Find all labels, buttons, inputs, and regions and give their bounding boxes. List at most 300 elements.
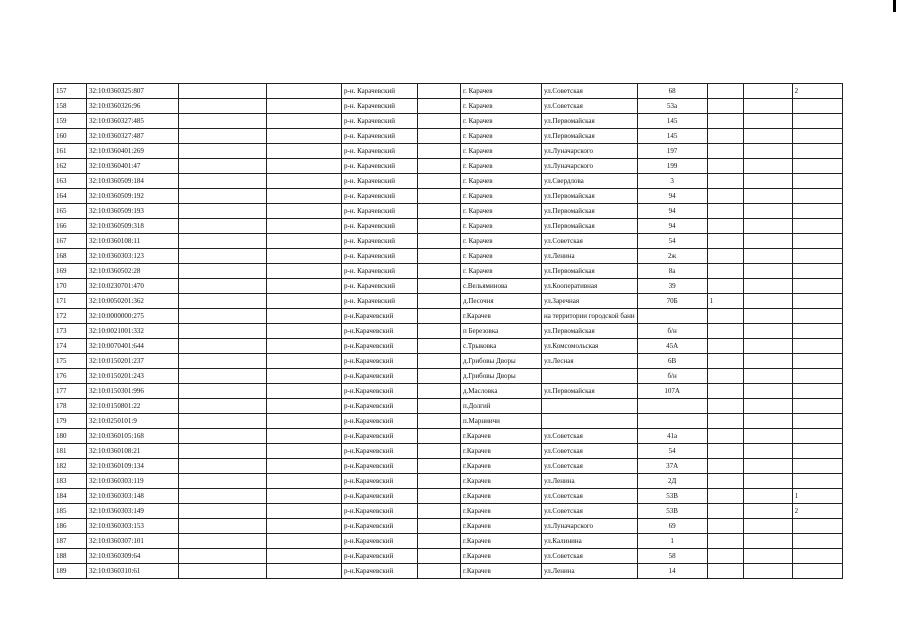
cell-empty-col-3 xyxy=(179,279,267,294)
cell-extra-2 xyxy=(743,489,792,504)
cell-extra-2 xyxy=(743,564,792,579)
cell-empty-col-3 xyxy=(179,294,267,309)
cell-empty-col-6 xyxy=(418,219,461,234)
cell-empty-col-6 xyxy=(418,534,461,549)
cell-extra-3 xyxy=(792,339,842,354)
cell-row-number: 159 xyxy=(54,114,87,129)
cell-empty-col-3 xyxy=(179,159,267,174)
table-row xyxy=(54,369,843,384)
table-row xyxy=(54,129,843,144)
cell-empty-col-6 xyxy=(418,444,461,459)
cell-cadastral-number: 32:10:0360303:149 xyxy=(87,504,179,519)
cell-extra-2 xyxy=(743,519,792,534)
cell-district: р-н. Карачевский xyxy=(342,294,418,309)
table-row xyxy=(54,84,843,99)
cell-street: ул.Первомайская xyxy=(542,324,638,339)
cell-locality: г. Карачев xyxy=(461,129,542,144)
cell-extra-2 xyxy=(743,309,792,324)
cell-empty-col-4 xyxy=(267,354,342,369)
cell-extra-2 xyxy=(743,174,792,189)
cell-empty-col-6 xyxy=(418,84,461,99)
cell-house-number: 2ж xyxy=(637,249,707,264)
cell-row-number: 183 xyxy=(54,474,87,489)
cell-locality: д.Грибовы Дворы xyxy=(461,354,542,369)
cell-locality: г.Карачев xyxy=(461,309,542,324)
cell-street: ул.Советская xyxy=(542,234,638,249)
cell-house-number: 94 xyxy=(637,204,707,219)
table-row xyxy=(54,144,843,159)
cell-extra-2 xyxy=(743,414,792,429)
cell-empty-col-3 xyxy=(179,129,267,144)
cell-locality: п.Марниичи xyxy=(461,414,542,429)
cell-extra-3 xyxy=(792,174,842,189)
cell-house-number: 197 xyxy=(637,144,707,159)
cell-district: р-н.Карачевский xyxy=(342,459,418,474)
cell-locality: г. Карачев xyxy=(461,189,542,204)
cell-empty-col-6 xyxy=(418,129,461,144)
cell-locality: г.Карачев xyxy=(461,474,542,489)
cell-extra-1 xyxy=(707,189,743,204)
cell-house-number: 53а xyxy=(637,99,707,114)
cell-extra-1 xyxy=(707,444,743,459)
cell-extra-3 xyxy=(792,204,842,219)
table-row xyxy=(54,294,843,309)
cell-cadastral-number: 32:10:0150301:996 xyxy=(87,384,179,399)
cell-street: ул.Ленина xyxy=(542,564,638,579)
cell-locality: д.Грибовы Дворы xyxy=(461,369,542,384)
cell-empty-col-6 xyxy=(418,474,461,489)
cell-cadastral-number: 32:10:0250101:9 xyxy=(87,414,179,429)
cell-street: ул.Луначарского xyxy=(542,159,638,174)
cell-district: р-н.Карачевский xyxy=(342,564,418,579)
cell-empty-col-6 xyxy=(418,189,461,204)
cell-empty-col-3 xyxy=(179,414,267,429)
cell-empty-col-3 xyxy=(179,249,267,264)
cell-extra-3 xyxy=(792,519,842,534)
table-row xyxy=(54,489,843,504)
cell-locality: г. Карачев xyxy=(461,99,542,114)
cell-extra-2 xyxy=(743,219,792,234)
cell-empty-col-6 xyxy=(418,249,461,264)
table-row xyxy=(54,384,843,399)
cell-extra-3 xyxy=(792,129,842,144)
cell-extra-1 xyxy=(707,369,743,384)
cell-district: р-н.Карачевский xyxy=(342,384,418,399)
cell-street xyxy=(542,414,638,429)
cell-extra-2 xyxy=(743,534,792,549)
cell-extra-3 xyxy=(792,414,842,429)
cell-extra-1 xyxy=(707,534,743,549)
table-row xyxy=(54,279,843,294)
cell-empty-col-4 xyxy=(267,489,342,504)
table-row xyxy=(54,339,843,354)
cell-extra-3 xyxy=(792,549,842,564)
cell-street: ул.Кооперативная xyxy=(542,279,638,294)
table-row xyxy=(54,504,843,519)
cell-extra-1 xyxy=(707,219,743,234)
cell-street: ул.Первомайская xyxy=(542,114,638,129)
table-row xyxy=(54,414,843,429)
cell-empty-col-6 xyxy=(418,459,461,474)
cell-locality: г.Карачев xyxy=(461,549,542,564)
table-row xyxy=(54,219,843,234)
cell-locality: с.Вельяминова xyxy=(461,279,542,294)
table-row xyxy=(54,354,843,369)
cell-row-number: 160 xyxy=(54,129,87,144)
table-row xyxy=(54,519,843,534)
cell-district: р-н. Карачевский xyxy=(342,249,418,264)
cell-district: р-н. Карачевский xyxy=(342,144,418,159)
cell-empty-col-4 xyxy=(267,399,342,414)
cell-locality: г. Карачев xyxy=(461,159,542,174)
cell-extra-2 xyxy=(743,144,792,159)
cell-empty-col-3 xyxy=(179,384,267,399)
cell-empty-col-6 xyxy=(418,504,461,519)
cell-house-number: 53В xyxy=(637,504,707,519)
cell-district: р-н. Карачевский xyxy=(342,234,418,249)
cell-row-number: 161 xyxy=(54,144,87,159)
cell-street: ул.Ленина xyxy=(542,249,638,264)
cell-district: р-н. Карачевский xyxy=(342,84,418,99)
cell-row-number: 175 xyxy=(54,354,87,369)
cell-house-number: 53В xyxy=(637,489,707,504)
cell-empty-col-4 xyxy=(267,234,342,249)
cell-row-number: 177 xyxy=(54,384,87,399)
cell-empty-col-4 xyxy=(267,309,342,324)
cell-locality: г.Карачев xyxy=(461,519,542,534)
cell-extra-1: 1 xyxy=(707,294,743,309)
cell-extra-3 xyxy=(792,354,842,369)
cell-district: р-н.Карачевский xyxy=(342,444,418,459)
cell-locality: г.Карачев xyxy=(461,489,542,504)
cell-extra-1 xyxy=(707,99,743,114)
table-row xyxy=(54,399,843,414)
cell-empty-col-3 xyxy=(179,369,267,384)
cell-extra-3 xyxy=(792,264,842,279)
cell-row-number: 184 xyxy=(54,489,87,504)
cell-cadastral-number: 32:10:0360109:134 xyxy=(87,459,179,474)
cell-locality: г. Карачев xyxy=(461,219,542,234)
cell-district: р-н. Карачевский xyxy=(342,279,418,294)
cell-house-number: 1 xyxy=(637,534,707,549)
cell-empty-col-4 xyxy=(267,279,342,294)
cell-extra-3 xyxy=(792,279,842,294)
cell-empty-col-3 xyxy=(179,204,267,219)
cell-extra-1 xyxy=(707,549,743,564)
cell-empty-col-6 xyxy=(418,549,461,564)
cell-empty-col-4 xyxy=(267,189,342,204)
cell-house-number xyxy=(637,309,707,324)
cell-cadastral-number: 32:10:0360509:193 xyxy=(87,204,179,219)
table-row xyxy=(54,444,843,459)
cell-empty-col-3 xyxy=(179,519,267,534)
cell-extra-3 xyxy=(792,249,842,264)
cell-district: р-н. Карачевский xyxy=(342,204,418,219)
cell-street: ул.Луначарского xyxy=(542,144,638,159)
cell-empty-col-4 xyxy=(267,99,342,114)
cell-empty-col-3 xyxy=(179,504,267,519)
cell-cadastral-number: 32:10:0360303:153 xyxy=(87,519,179,534)
cell-district: р-н.Карачевский xyxy=(342,429,418,444)
cell-empty-col-3 xyxy=(179,549,267,564)
cell-empty-col-4 xyxy=(267,369,342,384)
cell-street xyxy=(542,369,638,384)
cell-empty-col-6 xyxy=(418,564,461,579)
cell-cadastral-number: 32:10:0360303:123 xyxy=(87,249,179,264)
table-row xyxy=(54,534,843,549)
cell-street: ул.Калинина xyxy=(542,534,638,549)
cell-house-number: 69 xyxy=(637,519,707,534)
cell-cadastral-number: 32:10:0360502:28 xyxy=(87,264,179,279)
cell-empty-col-4 xyxy=(267,129,342,144)
cell-empty-col-3 xyxy=(179,399,267,414)
cell-empty-col-6 xyxy=(418,234,461,249)
cell-empty-col-4 xyxy=(267,534,342,549)
cell-extra-1 xyxy=(707,564,743,579)
cell-extra-2 xyxy=(743,369,792,384)
cell-district: р-н. Карачевский xyxy=(342,264,418,279)
cell-cadastral-number: 32:10:0360309:64 xyxy=(87,549,179,564)
cell-empty-col-4 xyxy=(267,429,342,444)
cell-locality: г.Карачев xyxy=(461,444,542,459)
cell-cadastral-number: 32:10:0360509:318 xyxy=(87,219,179,234)
cell-cadastral-number: 32:10:0150201:237 xyxy=(87,354,179,369)
cell-row-number: 176 xyxy=(54,369,87,384)
cell-locality: д.Масловка xyxy=(461,384,542,399)
cell-extra-3 xyxy=(792,324,842,339)
cell-extra-1 xyxy=(707,339,743,354)
cell-empty-col-3 xyxy=(179,309,267,324)
page-edge-mark xyxy=(893,0,896,12)
cell-extra-2 xyxy=(743,159,792,174)
cell-district: р-н. Карачевский xyxy=(342,174,418,189)
cell-extra-1 xyxy=(707,264,743,279)
cell-locality: г. Карачев xyxy=(461,249,542,264)
cell-cadastral-number: 32:10:0360509:192 xyxy=(87,189,179,204)
cell-cadastral-number: 32:10:0360307:101 xyxy=(87,534,179,549)
cell-extra-1 xyxy=(707,414,743,429)
cell-house-number: 145 xyxy=(637,114,707,129)
cell-extra-3: 2 xyxy=(792,504,842,519)
cell-extra-1 xyxy=(707,159,743,174)
cell-street: ул.Луначарского xyxy=(542,519,638,534)
cell-row-number: 163 xyxy=(54,174,87,189)
cell-row-number: 172 xyxy=(54,309,87,324)
cell-empty-col-3 xyxy=(179,114,267,129)
cell-street: ул.Советская xyxy=(542,459,638,474)
cell-extra-2 xyxy=(743,294,792,309)
table-row xyxy=(54,324,843,339)
cell-extra-1 xyxy=(707,309,743,324)
cell-row-number: 182 xyxy=(54,459,87,474)
cell-extra-2 xyxy=(743,474,792,489)
cell-row-number: 185 xyxy=(54,504,87,519)
cell-row-number: 157 xyxy=(54,84,87,99)
cell-empty-col-3 xyxy=(179,84,267,99)
cell-extra-1 xyxy=(707,459,743,474)
cell-empty-col-6 xyxy=(418,369,461,384)
cell-extra-1 xyxy=(707,519,743,534)
cell-extra-2 xyxy=(743,114,792,129)
cell-empty-col-3 xyxy=(179,564,267,579)
cell-cadastral-number: 32:10:0070401:644 xyxy=(87,339,179,354)
cell-extra-1 xyxy=(707,249,743,264)
cell-extra-2 xyxy=(743,504,792,519)
cell-row-number: 164 xyxy=(54,189,87,204)
cell-empty-col-6 xyxy=(418,264,461,279)
table-row xyxy=(54,429,843,444)
cell-row-number: 169 xyxy=(54,264,87,279)
cell-house-number: 45А xyxy=(637,339,707,354)
cell-extra-1 xyxy=(707,84,743,99)
cell-row-number: 167 xyxy=(54,234,87,249)
cell-cadastral-number: 32:10:0360327:485 xyxy=(87,114,179,129)
cadastral-table xyxy=(53,83,843,579)
cell-extra-1 xyxy=(707,144,743,159)
cell-extra-2 xyxy=(743,324,792,339)
table-body xyxy=(54,84,843,579)
cell-empty-col-6 xyxy=(418,294,461,309)
cell-house-number: б/н xyxy=(637,324,707,339)
table-row xyxy=(54,474,843,489)
cell-extra-2 xyxy=(743,234,792,249)
cell-empty-col-4 xyxy=(267,549,342,564)
cell-empty-col-6 xyxy=(418,414,461,429)
cell-empty-col-6 xyxy=(418,354,461,369)
cell-extra-2 xyxy=(743,444,792,459)
cell-extra-1 xyxy=(707,489,743,504)
cell-district: р-н.Карачевский xyxy=(342,309,418,324)
cell-row-number: 166 xyxy=(54,219,87,234)
cell-row-number: 165 xyxy=(54,204,87,219)
cell-district: р-н.Карачевский xyxy=(342,339,418,354)
cell-locality: с.Трыковка xyxy=(461,339,542,354)
cell-extra-3 xyxy=(792,294,842,309)
cell-extra-2 xyxy=(743,249,792,264)
cell-row-number: 181 xyxy=(54,444,87,459)
table-row xyxy=(54,264,843,279)
cell-empty-col-6 xyxy=(418,144,461,159)
cell-extra-3 xyxy=(792,429,842,444)
cell-empty-col-4 xyxy=(267,324,342,339)
table-row xyxy=(54,114,843,129)
cell-empty-col-4 xyxy=(267,339,342,354)
table-row xyxy=(54,459,843,474)
cell-street: ул.Советская xyxy=(542,84,638,99)
cell-district: р-н. Карачевский xyxy=(342,219,418,234)
cell-cadastral-number: 32:10:0360401:47 xyxy=(87,159,179,174)
cell-street: ул.Ленина xyxy=(542,474,638,489)
cell-empty-col-4 xyxy=(267,504,342,519)
cell-street: ул.Заречная xyxy=(542,294,638,309)
cell-row-number: 186 xyxy=(54,519,87,534)
cell-district: р-н.Карачевский xyxy=(342,324,418,339)
cell-extra-1 xyxy=(707,429,743,444)
cell-extra-2 xyxy=(743,354,792,369)
cell-street: ул.Советская xyxy=(542,549,638,564)
cell-extra-1 xyxy=(707,234,743,249)
cell-extra-1 xyxy=(707,384,743,399)
cell-street: ул.Лесная xyxy=(542,354,638,369)
cell-empty-col-3 xyxy=(179,324,267,339)
cell-empty-col-3 xyxy=(179,219,267,234)
cell-district: р-н. Карачевский xyxy=(342,99,418,114)
cell-cadastral-number: 32:10:0360310:61 xyxy=(87,564,179,579)
table-row xyxy=(54,549,843,564)
cell-district: р-н. Карачевский xyxy=(342,159,418,174)
cell-extra-3 xyxy=(792,534,842,549)
cell-cadastral-number: 32:10:0150201:243 xyxy=(87,369,179,384)
cell-empty-col-4 xyxy=(267,114,342,129)
cell-empty-col-6 xyxy=(418,309,461,324)
cell-extra-3 xyxy=(792,144,842,159)
cell-locality: г.Карачев xyxy=(461,534,542,549)
cell-cadastral-number: 32:10:0360327:487 xyxy=(87,129,179,144)
cell-cadastral-number: 32:10:0360325:807 xyxy=(87,84,179,99)
cell-extra-3 xyxy=(792,384,842,399)
cell-extra-2 xyxy=(743,264,792,279)
cell-extra-3 xyxy=(792,444,842,459)
cell-house-number: 58 xyxy=(637,549,707,564)
cell-cadastral-number: 32:10:0360108:11 xyxy=(87,234,179,249)
cell-street: ул.Первомайская xyxy=(542,219,638,234)
cell-row-number: 188 xyxy=(54,549,87,564)
cell-empty-col-3 xyxy=(179,429,267,444)
cell-house-number: 145 xyxy=(637,129,707,144)
table-row xyxy=(54,309,843,324)
cell-cadastral-number: 32:10:0360401:269 xyxy=(87,144,179,159)
cell-empty-col-6 xyxy=(418,519,461,534)
cell-empty-col-3 xyxy=(179,459,267,474)
cell-empty-col-3 xyxy=(179,174,267,189)
table-row xyxy=(54,174,843,189)
cell-locality: г. Карачев xyxy=(461,204,542,219)
cell-district: р-н.Карачевский xyxy=(342,474,418,489)
cell-extra-2 xyxy=(743,204,792,219)
cell-locality: п Березовка xyxy=(461,324,542,339)
cell-row-number: 162 xyxy=(54,159,87,174)
cell-locality: п.Долгий xyxy=(461,399,542,414)
cell-locality: г. Карачев xyxy=(461,264,542,279)
cell-empty-col-6 xyxy=(418,429,461,444)
cell-extra-1 xyxy=(707,504,743,519)
cell-extra-3 xyxy=(792,219,842,234)
cell-cadastral-number: 32:10:0360303:148 xyxy=(87,489,179,504)
cell-empty-col-3 xyxy=(179,99,267,114)
cell-extra-1 xyxy=(707,474,743,489)
cell-locality: г. Карачев xyxy=(461,114,542,129)
cell-empty-col-6 xyxy=(418,174,461,189)
cell-cadastral-number: 32:10:0000000:275 xyxy=(87,309,179,324)
cell-locality: г. Карачев xyxy=(461,174,542,189)
cell-district: р-н. Карачевский xyxy=(342,129,418,144)
cell-district: р-н.Карачевский xyxy=(342,534,418,549)
cell-empty-col-4 xyxy=(267,519,342,534)
table-row xyxy=(54,189,843,204)
cell-row-number: 158 xyxy=(54,99,87,114)
cell-locality: г. Карачев xyxy=(461,144,542,159)
cell-street: ул.Первомайская xyxy=(542,384,638,399)
cell-locality: г. Карачев xyxy=(461,84,542,99)
cell-extra-1 xyxy=(707,204,743,219)
cell-row-number: 189 xyxy=(54,564,87,579)
cell-district: р-н.Карачевский xyxy=(342,399,418,414)
cell-district: р-н.Карачевский xyxy=(342,369,418,384)
cell-extra-3 xyxy=(792,399,842,414)
cell-house-number: 70Б xyxy=(637,294,707,309)
cell-district: р-н.Карачевский xyxy=(342,414,418,429)
cell-empty-col-4 xyxy=(267,144,342,159)
